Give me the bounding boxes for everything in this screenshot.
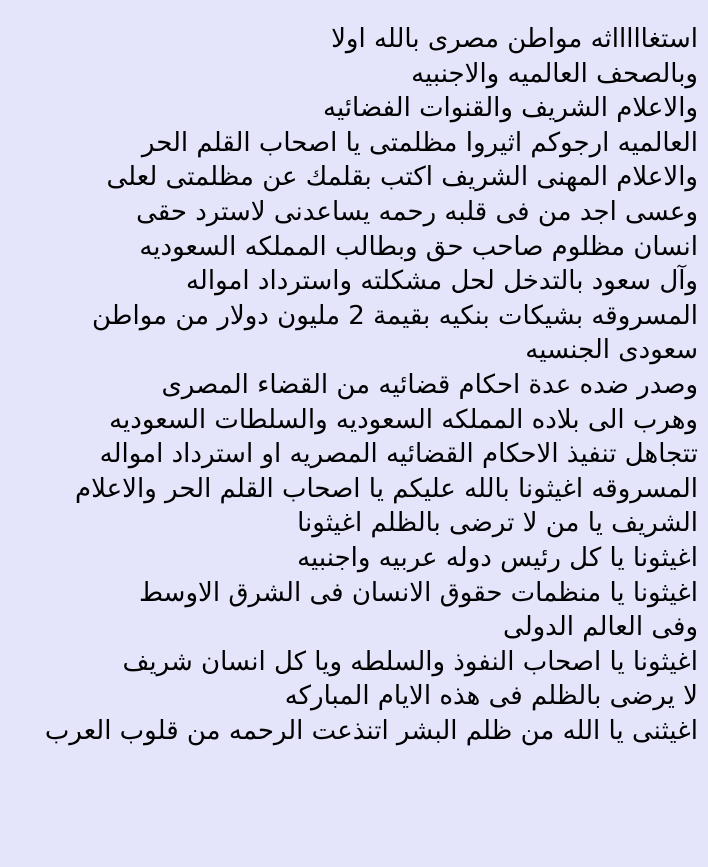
message-line: لا يرضى بالظلم فى هذه الايام المباركه xyxy=(284,681,698,712)
message-line: سعودى الجنسيه xyxy=(525,335,698,366)
message-line: وهرب الى بلاده المملكه السعوديه والسلطات السعوديه xyxy=(109,404,698,435)
message-line: انسان مظلوم صاحب حق وبطالب المملكه السعوديه xyxy=(139,231,698,262)
message-line: استغاااااثه مواطن مصرى بالله اولا xyxy=(331,24,698,54)
message-line: تتجاهل تنفيذ الاحكام القضائيه المصريه او استرداد امواله xyxy=(99,439,698,470)
message-line: وفى العالم الدولى xyxy=(503,612,698,643)
message-line: والاعلام الشريف والقنوات الفضائيه xyxy=(323,93,698,124)
message-line: اغيثونا يا منظمات حقوق الانسان فى الشرق الاوسط xyxy=(139,577,698,608)
message-line: وعسى اجد من فى قلبه رحمه يساعدنى لاسترد حقى xyxy=(136,196,698,227)
message-line: وصدر ضده عدة احكام قضائيه من القضاء المصرى xyxy=(161,369,698,400)
message-line: اغيثونا يا كل رئيس دوله عربيه واجنبيه xyxy=(297,542,698,573)
message-line: وآل سعود بالتدخل لحل مشكلته واسترداد امواله xyxy=(185,266,698,297)
message-body xyxy=(8,22,700,859)
message-line: العالميه ارجوكم اثيروا مظلمتى يا اصحاب القلم الحر xyxy=(141,127,698,158)
message-line: اغيثونا يا اصحاب النفوذ والسلطه ويا كل انسان شريف xyxy=(122,646,698,677)
message-line: الشريف يا من لا ترضى بالظلم اغيثونا xyxy=(297,508,698,539)
message-line: المسروقه اغيثونا بالله عليكم يا اصحاب القلم الحر والاعلام xyxy=(75,473,698,504)
message-line: والاعلام المهنى الشريف اكتب بقلمك عن مظلمتى لعلى xyxy=(106,162,698,193)
message-line: المسروقه بشيكات بنكيه بقيمة 2 مليون دولار من مواطن xyxy=(92,300,698,331)
message-line: وبالصحف العالميه والاجنبيه xyxy=(411,58,698,89)
message-line: اغيثنى يا الله من ظلم البشر اتنذعت الرحمه من قلوب العرب xyxy=(44,715,698,746)
